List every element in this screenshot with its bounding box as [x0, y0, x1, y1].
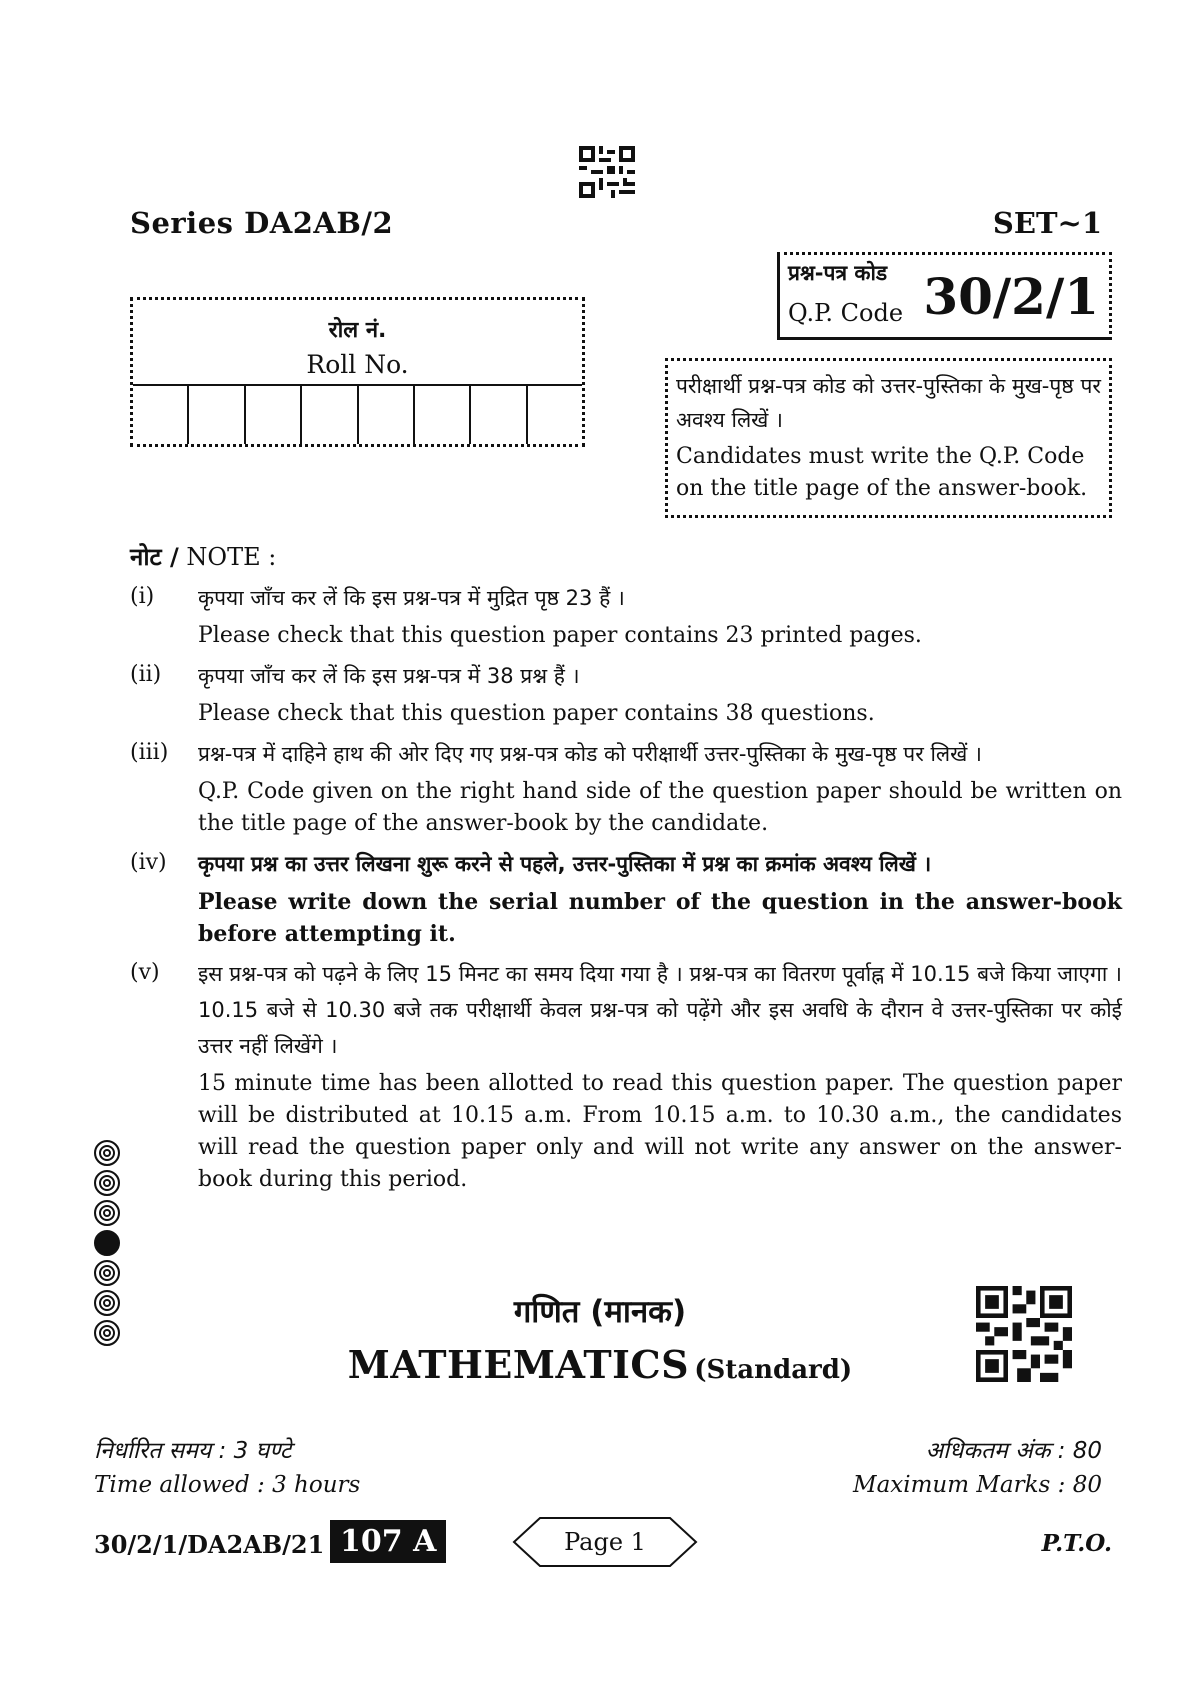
note-number: (ii) — [130, 662, 162, 687]
maximum-marks-hi: अधिकतम अंक : 80 — [925, 1438, 1102, 1464]
roll-cell[interactable] — [528, 386, 582, 444]
note-text-en: 15 minute time has been allotted to read this question paper. The question paper will be distributed at 10.15 a.m. From 10.15 a.m. to 10.30 a.m., the candidates will read the question paper only and will not write any answer on the answer-book during this period. — [198, 1071, 1122, 1192]
note-text-hi: कृपया प्रश्न का उत्तर लिखना शुरू करने से पहले, उत्तर-पुस्तिका में प्रश्न का क्रमांक अवश्य लिखें । — [198, 852, 932, 876]
qp-code-value: 30/2/1 — [923, 267, 1099, 326]
page-number: Page 1 — [564, 1528, 646, 1556]
note-text-en: Q.P. Code given on the right hand side of the question paper should be written on the title page of the answer-book by the candidate. — [198, 779, 1122, 836]
note-item — [130, 580, 1122, 652]
roll-cell[interactable] — [302, 386, 358, 444]
concentric-circle-icon — [94, 1260, 120, 1286]
concentric-circle-icon — [94, 1170, 120, 1196]
note-text-hi: कृपया जाँच कर लें कि इस प्रश्न-पत्र में 38 प्रश्न हैं । — [198, 664, 580, 688]
note-heading-en: NOTE : — [186, 543, 277, 571]
qp-code-box — [777, 252, 1112, 340]
note-list — [130, 580, 1122, 1202]
concentric-circle-icon — [94, 1140, 120, 1166]
qp-code-label-hi: प्रश्न-पत्र कोड — [788, 261, 888, 285]
footer-code: 30/2/1/DA2AB/21 — [94, 1530, 325, 1559]
note-heading — [130, 540, 276, 573]
roll-number-cells — [133, 384, 582, 444]
qp-code-instruction-box — [665, 358, 1112, 518]
roll-cell[interactable] — [415, 386, 471, 444]
subject-subtitle-en: (Standard) — [694, 1355, 853, 1385]
concentric-circle-icon — [94, 1200, 120, 1226]
roll-cell[interactable] — [359, 386, 415, 444]
note-text-hi: इस प्रश्न-पत्र को पढ़ने के लिए 15 मिनट का समय दिया गया है । प्रश्न-पत्र का वितरण पूर्वाह्न में 10.15 बजे किया जाएगा । 10.15 बजे से 10.30 बजे तक परीक्षार्थी केवल प्रश्न-पत्र को पढ़ेंगे और इस अवधि के दौरान वे उत्तर-पुस्तिका पर कोई उत्तर नहीं लिखेंगे । — [198, 962, 1122, 1058]
note-item — [130, 846, 1122, 950]
roll-label-en: Roll No. — [306, 350, 409, 379]
note-text-en: Please check that this question paper contains 23 printed pages. — [198, 623, 922, 648]
note-item — [130, 736, 1122, 840]
note-number: (v) — [130, 960, 160, 985]
note-number: (iii) — [130, 740, 169, 765]
instruction-en: Candidates must write the Q.P. Code on the title page of the answer-book. — [676, 444, 1088, 501]
pto-label: P.T.O. — [1041, 1530, 1112, 1557]
note-item — [130, 956, 1122, 1196]
qp-code-label-en: Q.P. Code — [788, 299, 904, 327]
time-allowed-hi: निर्धारित समय : 3 घण्टे — [94, 1438, 292, 1464]
page-indicator — [512, 1516, 698, 1568]
instruction-hi: परीक्षार्थी प्रश्न-पत्र कोड को उत्तर-पुस्तिका के मुख-पृष्ठ पर अवश्य लिखें । — [676, 374, 1101, 432]
subject-title-hi: गणित (मानक) — [513, 1294, 687, 1330]
note-item — [130, 658, 1122, 730]
maximum-marks-en: Maximum Marks : 80 — [853, 1472, 1102, 1498]
note-number: (iv) — [130, 850, 167, 875]
series-label: Series DA2AB/2 — [130, 206, 394, 240]
note-heading-hi: नोट / — [130, 543, 179, 571]
note-number: (i) — [130, 584, 155, 609]
roll-cell[interactable] — [133, 386, 189, 444]
top-qr-code-icon — [579, 146, 635, 198]
note-text-hi: प्रश्न-पत्र में दाहिने हाथ की ओर दिए गए प्रश्न-पत्र कोड को परीक्षार्थी उत्तर-पुस्तिका के मुख-पृष्ठ पर लिखें । — [198, 742, 982, 766]
time-allowed-en: Time allowed : 3 hours — [94, 1472, 361, 1498]
roll-cell[interactable] — [471, 386, 527, 444]
filled-circle-icon — [94, 1230, 120, 1256]
roll-cell[interactable] — [246, 386, 302, 444]
note-text-en: Please check that this question paper contains 38 questions. — [198, 701, 875, 726]
roll-number-box — [130, 297, 585, 447]
subject-qr-code-icon — [976, 1286, 1072, 1382]
roll-label-hi: रोल नं. — [328, 318, 387, 343]
footer-badge: 107 A — [330, 1520, 446, 1563]
note-text-hi: कृपया जाँच कर लें कि इस प्रश्न-पत्र में मुद्रित पृष्ठ 23 हैं । — [198, 586, 625, 610]
subject-title-en: MATHEMATICS — [347, 1342, 690, 1387]
note-text-en: Please write down the serial number of the question in the answer-book before attempting it. — [198, 889, 1122, 947]
roll-cell[interactable] — [189, 386, 245, 444]
set-label: SET~1 — [992, 206, 1102, 240]
